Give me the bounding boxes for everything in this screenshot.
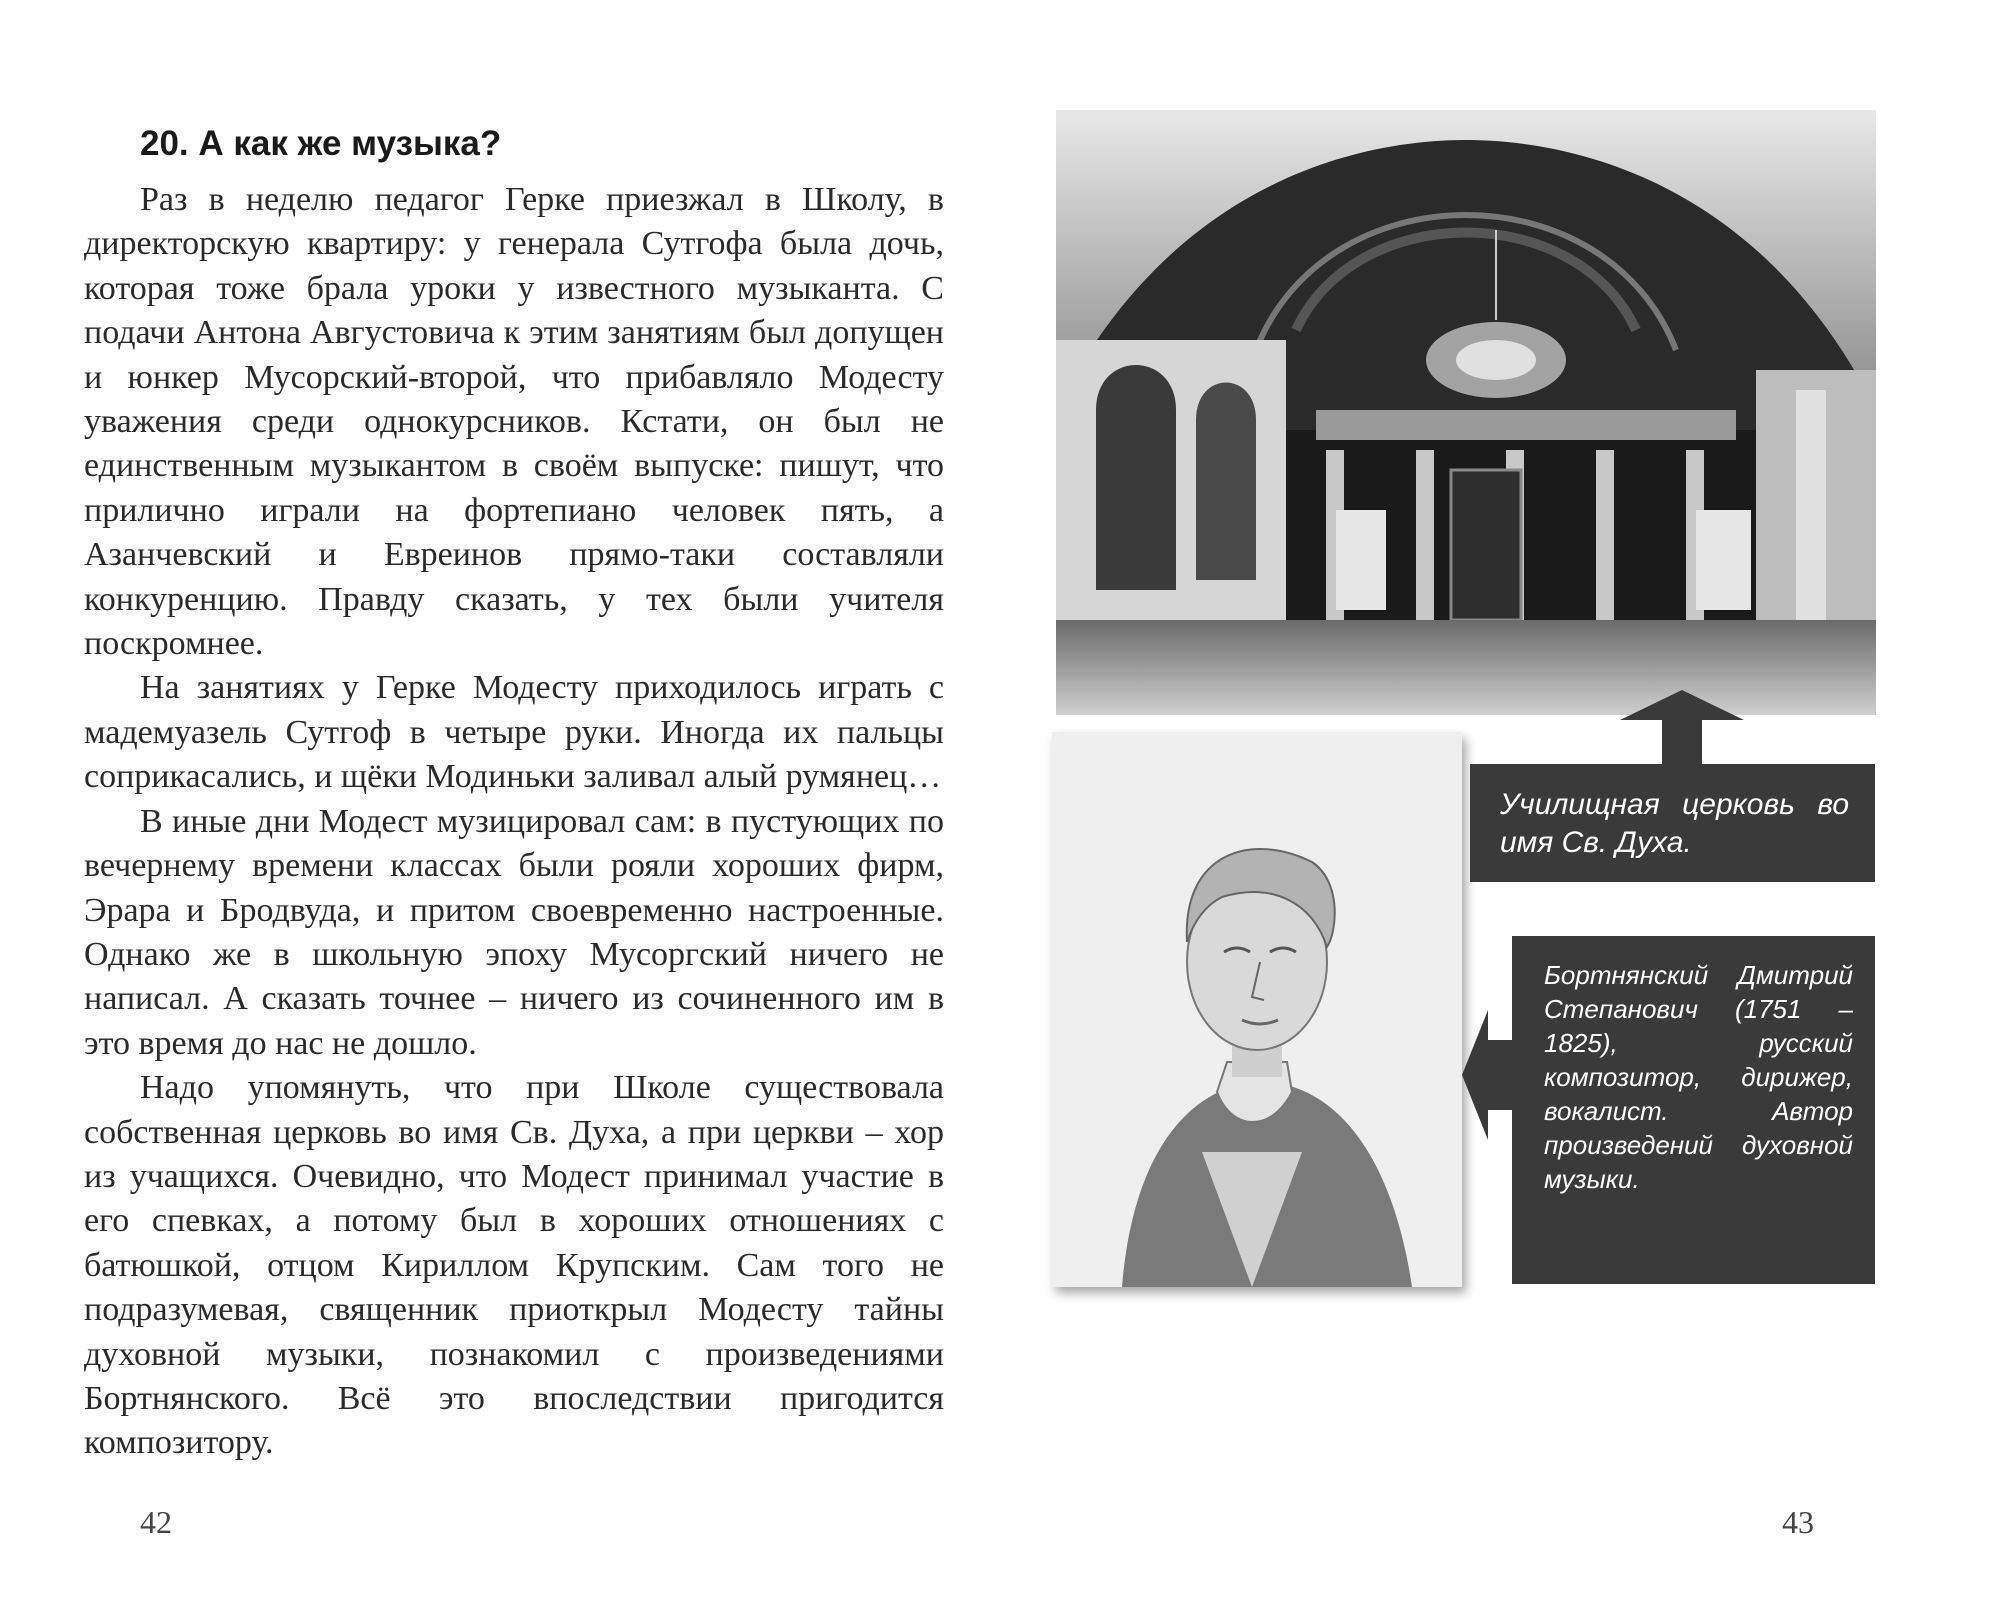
arrow-up-icon bbox=[1662, 716, 1702, 766]
body-text bbox=[84, 178, 944, 1466]
arrowhead-up-icon bbox=[1620, 690, 1744, 720]
church-interior-photo bbox=[1056, 110, 1876, 715]
portrait-caption: Бортнянский Дмитрий Степанович (1751 – 1825), русский композитор, дирижер, вокалист. Автор произведений духовной музыки. bbox=[1512, 936, 1875, 1284]
right-page bbox=[1000, 0, 2000, 1612]
page-number: 42 bbox=[140, 1504, 172, 1540]
church-caption: Училищная церковь во имя Св. Духа. bbox=[1470, 764, 1875, 882]
arrow-left-icon bbox=[1485, 1040, 1515, 1110]
bortniansky-portrait bbox=[1052, 732, 1462, 1287]
paragraph: Надо упомянуть, что при Школе существовала собственная церковь во имя Св. Духа, а при церкви – хор из учащихся. Очевидно, что Модест принимал участие в его спевках, а потому был в хороших отношениях с батюшкой, отцом Кириллом Крупским. Сам того не подразумевая, священник приоткрыл Модесту тайны духовной музыки, познакомил с произведениями Бортнянского. Всё это впоследствии пригодится композитору. bbox=[84, 1069, 944, 1462]
chapter-title: 20. А как же музыка? bbox=[140, 124, 502, 163]
paragraph: Раз в неделю педагог Герке приезжал в Школу, в директорскую квартиру: у генерала Сутгофа была дочь, которая тоже брала уроки у известного музыканта. С подачи Антона Августовича к этим занятиям был допущен и юнкер Мусорский-второй, что прибавляло Модесту уважения среди однокурсников. Кстати, он был не единственным музыкантом в своём выпуске: пишут, что прилично играли на фортепиано человек пять, а Азанчевский и Евреинов прямо-таки составляли конкуренцию. Правду сказать, у тех были учителя поскромнее. bbox=[84, 181, 944, 663]
page-number: 43 bbox=[1782, 1504, 1814, 1540]
arrowhead-left-icon bbox=[1462, 1010, 1488, 1140]
paragraph: В иные дни Модест музицировал сам: в пустующих по вечернему времени классах были рояли хороших фирм, Эрара и Бродвуда, и притом своевременно настроенные. Однако же в школьную эпоху Мусоргский ничего не написал. А сказать точнее – ничего из сочиненного им в это время до нас не дошло. bbox=[84, 802, 944, 1062]
paragraph: На занятиях у Герке Модесту приходилось играть с мадемуазель Сутгоф в четыре руки. Иногда их пальцы соприкасались, и щёки Модиньки заливал алый румянец… bbox=[84, 669, 944, 796]
